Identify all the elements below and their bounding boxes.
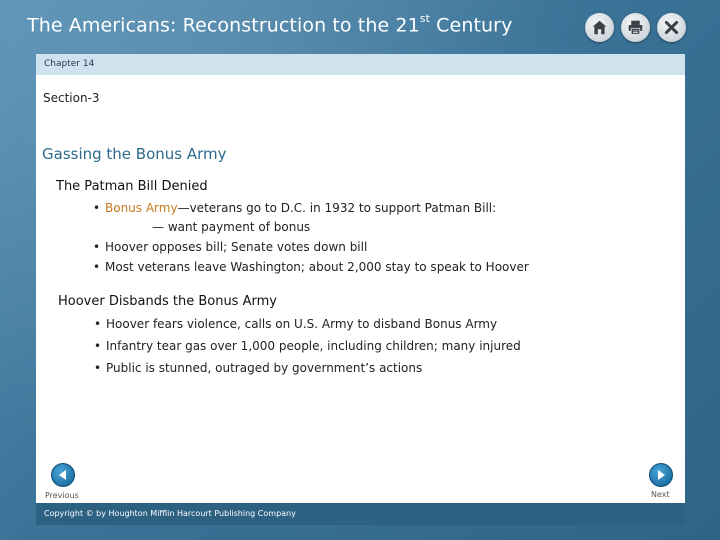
- bullet-icon: •: [93, 260, 101, 274]
- arrow-left-icon: [57, 469, 69, 481]
- page-title: The Americans: Reconstruction to the 21st Century: [27, 12, 513, 37]
- print-icon: [627, 19, 644, 36]
- term-bonus-army: Bonus Army: [105, 201, 178, 215]
- main-heading: Gassing the Bonus Army: [42, 145, 227, 163]
- next-label[interactable]: Next: [651, 490, 670, 499]
- chapter-bar: [36, 54, 685, 75]
- bullet-icon: •: [94, 361, 102, 375]
- footer-bar: [36, 503, 685, 525]
- bullet-icon: •: [93, 201, 101, 215]
- list-item: • Hoover fears violence, calls on U.S. Army to disband Bonus Army: [94, 317, 498, 331]
- next-button[interactable]: [649, 463, 673, 487]
- bullet-icon: •: [94, 317, 102, 331]
- list-item: • Infantry tear gas over 1,000 people, including children; many injured: [94, 339, 521, 353]
- home-button[interactable]: [585, 13, 614, 42]
- previous-label[interactable]: Previous: [45, 491, 79, 500]
- list-item: • Most veterans leave Washington; about 2,000 stay to speak to Hoover: [93, 260, 529, 274]
- chapter-label: Chapter 14: [44, 59, 95, 69]
- close-button[interactable]: [657, 13, 686, 42]
- subheading-patman-bill: The Patman Bill Denied: [56, 179, 208, 194]
- list-item: • Bonus Army—veterans go to D.C. in 1932 to support Patman Bill:: [93, 201, 497, 215]
- section-label: Section-3: [43, 91, 100, 105]
- list-item-continuation: — want payment of bonus: [152, 220, 311, 234]
- home-icon: [591, 19, 608, 36]
- list-item: • Hoover opposes bill; Senate votes down bill: [93, 240, 368, 254]
- list-item: • Public is stunned, outraged by government’s actions: [94, 361, 423, 375]
- print-button[interactable]: [621, 13, 650, 42]
- copyright-text: Copyright © by Houghton Mifflin Harcourt Publishing Company: [44, 509, 296, 518]
- content-panel: [36, 75, 685, 503]
- close-icon: [663, 19, 680, 36]
- bullet-icon: •: [93, 240, 101, 254]
- arrow-right-icon: [655, 469, 667, 481]
- subheading-hoover-disbands: Hoover Disbands the Bonus Army: [58, 294, 277, 309]
- previous-button[interactable]: [51, 463, 75, 487]
- bullet-icon: •: [94, 339, 102, 353]
